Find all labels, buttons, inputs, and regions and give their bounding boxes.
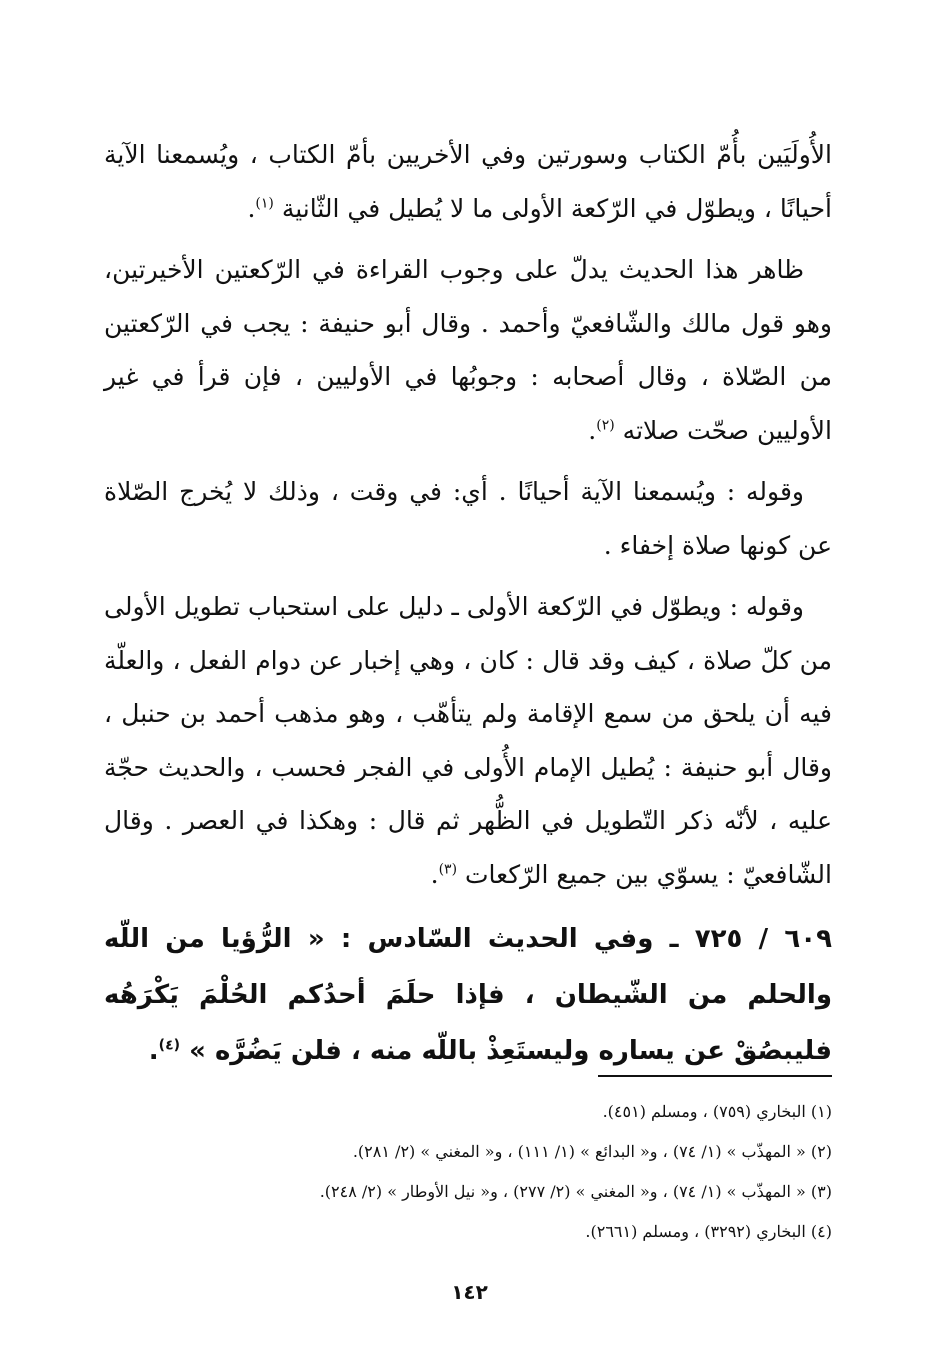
paragraph-2: ظاهر هذا الحديث يدلّ على وجوب القراءة في الرّكعتين الأخيرتين، وهو قول مالك والشّافعيّ وأحمد . وقال أبو حنيفة : يجب في الرّكعتين من الصّلاة ، وقال أصحابه : وجوبُها في الأوليين ، فإن قرأ في غير الأوليين صحّت صلاته $^{(٢)}$.: [104, 255, 832, 445]
paragraph-4: وقوله : ويطوّل في الرّكعة الأولى ـ دليل على استحباب تطويل الأولى من كلّ صلاة ، كيف وقد قال : كان ، وهي إخبار عن دوام الفعل ، والعلّة فيه أن يلحق من سمع الإقامة ولم يتأهّب ، وهو مذهب أحمد بن حنبل ، وقال أبو حنيفة : يُطيل الإمام الأُولى في الفجر فحسب ، والحديث حجّة عليه ، لأنّه ذكر التّطويل في الظُّهر ثم قال : وهكذا في العصر . وقال الشّافعيّ : يسوّي بين جميع الرّكعات $^{(٣)}$.: [104, 592, 832, 889]
paragraph-1: الأُولَيَين بأُمّ الكتاب وسورتين وفي الأخريين بأمّ الكتاب ، ويُسمعنا الآية أحيانًا ، ويطوّل في الرّكعة الأولى ما لا يُطيل في الثّانية $^{(١)}$.: [104, 140, 832, 223]
hadith-block: ٦٠٩ / ٧٢٥ ـ وفي الحديث السّادس : « الرُّؤيا من اللّه والحلم من الشّيطان ، فإذا حلَمَ أحدُكم الحُلْمَ يَكْرَهُه فليبصُقْ عن يساره وليستَعِذْ باللّه منه ، فلن يَضُرَّه » $^{(٤)}$.: [104, 924, 832, 1066]
paragraph-1-text: الأُولَيَين بأُمّ الكتاب وسورتين وفي الأخريين بأمّ الكتاب ، ويُسمعنا الآية أحيانًا ، ويطوّل في الرّكعة الأولى ما لا يُطيل في الثّانية: [104, 140, 832, 223]
paragraph-3: [104, 465, 832, 572]
footnote-1: (١) البخاري (٧٥٩) ، ومسلم (٤٥١).: [602, 1102, 832, 1121]
footnote-2: (٢) « المهذّب » (١/ ٧٤) ، و« البدائع » (١/ ١١١) ، و« المغني » (٢/ ٢٨١).: [352, 1142, 832, 1161]
footnote-ref-4: (٤): [158, 1037, 181, 1054]
paragraph-3-text: وقوله : ويُسمعنا الآية أحيانًا . أي: في وقت ، وذلك لا يُخرج الصّلاة عن كونها صلاة إخفاء .: [104, 477, 832, 560]
main-text: [104, 128, 832, 1079]
footnotes: [104, 1092, 832, 1252]
hadith-text: ٦٠٩ / ٧٢٥ ـ وفي الحديث السّادس : « الرُّؤيا من اللّه والحلم من الشّيطان ، فإذا حلَمَ أحدُكم الحُلْمَ يَكْرَهُه فليبصُقْ عن يساره وليستَعِذْ باللّه منه ، فلن يَضُرَّه »: [104, 924, 832, 1066]
page-number: ١٤٢: [451, 1280, 488, 1304]
paragraph-2-text: ظاهر هذا الحديث يدلّ على وجوب القراءة في الرّكعتين الأخيرتين، وهو قول مالك والشّافعيّ وأحمد . وقال أبو حنيفة : يجب في الرّكعتين من الصّلاة ، وقال أصحابه : وجوبُها في الأوليين ، فإن قرأ في غير الأوليين صحّت صلاته: [104, 255, 832, 445]
paragraph-4-text: وقوله : ويطوّل في الرّكعة الأولى ـ دليل على استحباب تطويل الأولى من كلّ صلاة ، كيف وقد قال : كان ، وهي إخبار عن دوام الفعل ، والعلّة فيه أن يلحق من سمع الإقامة ولم يتأهّب ، وهو مذهب أحمد بن حنبل ، وقال أبو حنيفة : يُطيل الإمام الأُولى في الفجر فحسب ، والحديث حجّة عليه ، لأنّه ذكر التّطويل في الظُّهر ثم قال : وهكذا في العصر . وقال الشّافعيّ : يسوّي بين جميع الرّكعات: [104, 592, 832, 889]
footnote-4: (٤) البخاري (٣٢٩٢) ، ومسلم (٢٦٦١).: [585, 1222, 832, 1241]
footnote-ref-1: (١): [255, 195, 274, 212]
footnote-separator: [598, 1075, 832, 1077]
footnote-ref-2: (٢): [596, 417, 615, 434]
footnote-3: (٣) « المهذّب » (١/ ٧٤) ، و« المغني » (٢/ ٢٧٧) ، و« نيل الأوطار » (٢/ ٢٤٨).: [319, 1182, 832, 1201]
footnote-ref-3: (٣): [438, 861, 458, 878]
